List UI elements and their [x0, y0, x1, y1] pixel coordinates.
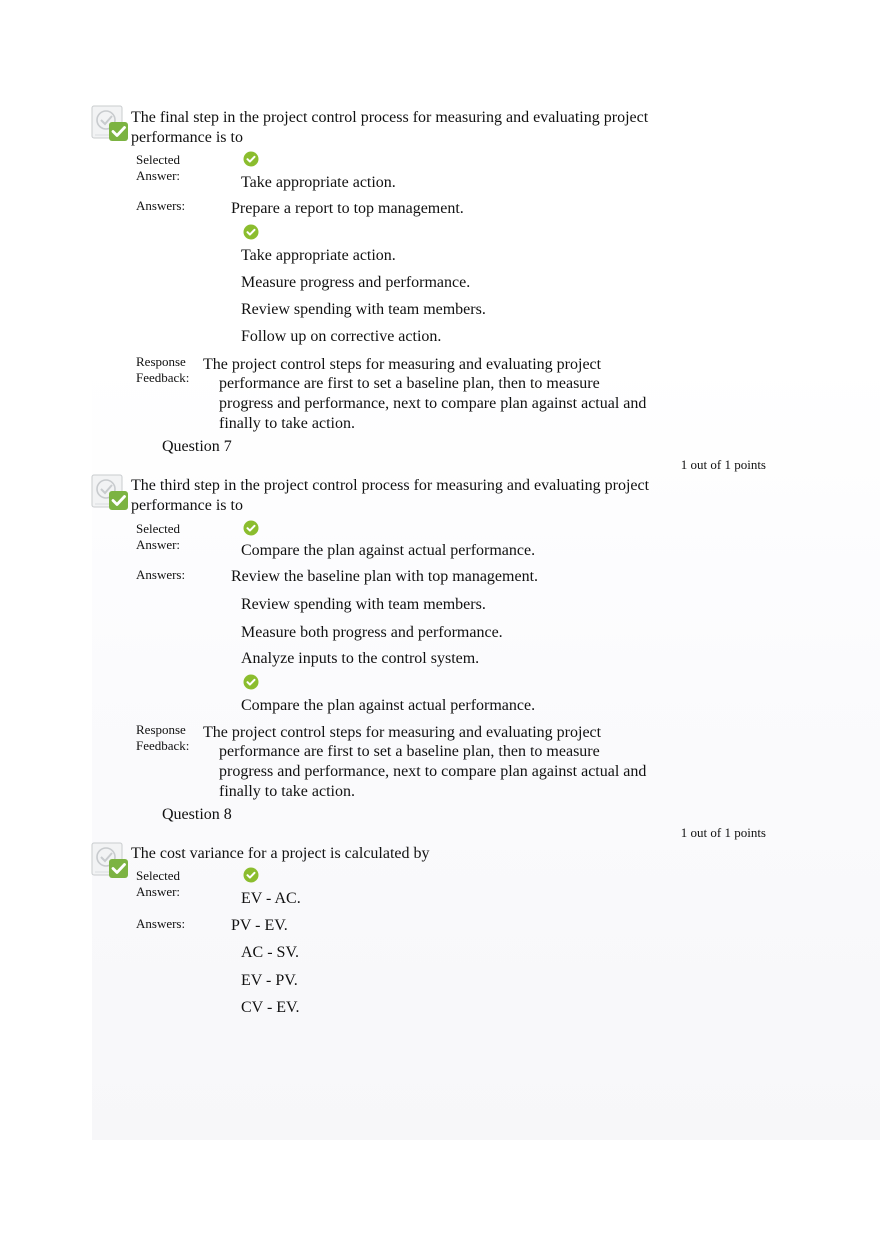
question-number: Question 8	[162, 806, 232, 823]
question-text: The third step in the project control process for measuring and evaluating project	[131, 477, 650, 494]
feedback-text: The project control steps for measuring and evaluating project	[203, 356, 602, 373]
feedback-text: performance are first to set a baseline plan, then to measure	[219, 375, 600, 392]
answer-label: Answer:	[136, 884, 181, 899]
answer-option: Prepare a report to top management.	[231, 200, 464, 217]
feedback-text: progress and performance, next to compare plan against actual and	[219, 395, 647, 412]
answer-option: AC - SV.	[241, 944, 299, 961]
selected-label: Selected	[136, 152, 181, 167]
answer-option: Analyze inputs to the control system.	[241, 650, 480, 667]
answer-option: Measure progress and performance.	[241, 274, 471, 291]
answer-option: Review spending with team members.	[241, 596, 486, 613]
answer-option: Follow up on corrective action.	[241, 328, 442, 345]
graded-correct-icon	[90, 104, 130, 144]
answer-option: Review the baseline plan with top management.	[231, 568, 539, 585]
answer-option: Compare the plan against actual performance.	[241, 697, 536, 714]
answer-option: Take appropriate action.	[241, 247, 396, 264]
question-number: Question 7	[162, 438, 232, 455]
feedback-text: finally to take action.	[219, 783, 355, 800]
feedback-text: The project control steps for measuring and evaluating project	[203, 724, 602, 741]
selected-answer: Take appropriate action.	[241, 174, 396, 191]
answer-option: Measure both progress and performance.	[241, 624, 503, 641]
graded-correct-icon	[90, 473, 130, 513]
question-text: The final step in the project control process for measuring and evaluating project	[131, 109, 649, 126]
points-score: 1 out of 1 points	[680, 825, 766, 840]
answers-label: Answers:	[136, 916, 186, 931]
points-score: 1 out of 1 points	[680, 457, 766, 472]
answer-option: PV - EV.	[231, 917, 288, 934]
answer-label: Answer:	[136, 168, 181, 183]
correct-check-icon	[243, 224, 259, 240]
response-label: Response	[136, 354, 186, 369]
feedback-text: performance are first to set a baseline plan, then to measure	[219, 743, 600, 760]
question-text: performance is to	[131, 497, 243, 514]
feedback-label: Feedback:	[136, 370, 190, 385]
question-text: The cost variance for a project is calculated by	[131, 845, 430, 862]
correct-check-icon	[243, 151, 259, 167]
correct-check-icon	[243, 867, 259, 883]
answers-label: Answers:	[136, 567, 186, 582]
selected-label: Selected	[136, 868, 181, 883]
feedback-text: finally to take action.	[219, 415, 355, 432]
answer-label: Answer:	[136, 537, 181, 552]
feedback-text: progress and performance, next to compare plan against actual and	[219, 763, 647, 780]
selected-answer: EV - AC.	[241, 890, 301, 907]
answer-option: EV - PV.	[241, 972, 298, 989]
selected-answer: Compare the plan against actual performance.	[241, 542, 536, 559]
answers-label: Answers:	[136, 198, 186, 213]
answer-option: Review spending with team members.	[241, 301, 486, 318]
question-text: performance is to	[131, 129, 243, 146]
graded-correct-icon	[90, 841, 130, 881]
selected-label: Selected	[136, 521, 181, 536]
feedback-label: Feedback:	[136, 738, 190, 753]
response-label: Response	[136, 722, 186, 737]
correct-check-icon	[243, 520, 259, 536]
correct-check-icon	[243, 674, 259, 690]
answer-option: CV - EV.	[241, 999, 300, 1016]
